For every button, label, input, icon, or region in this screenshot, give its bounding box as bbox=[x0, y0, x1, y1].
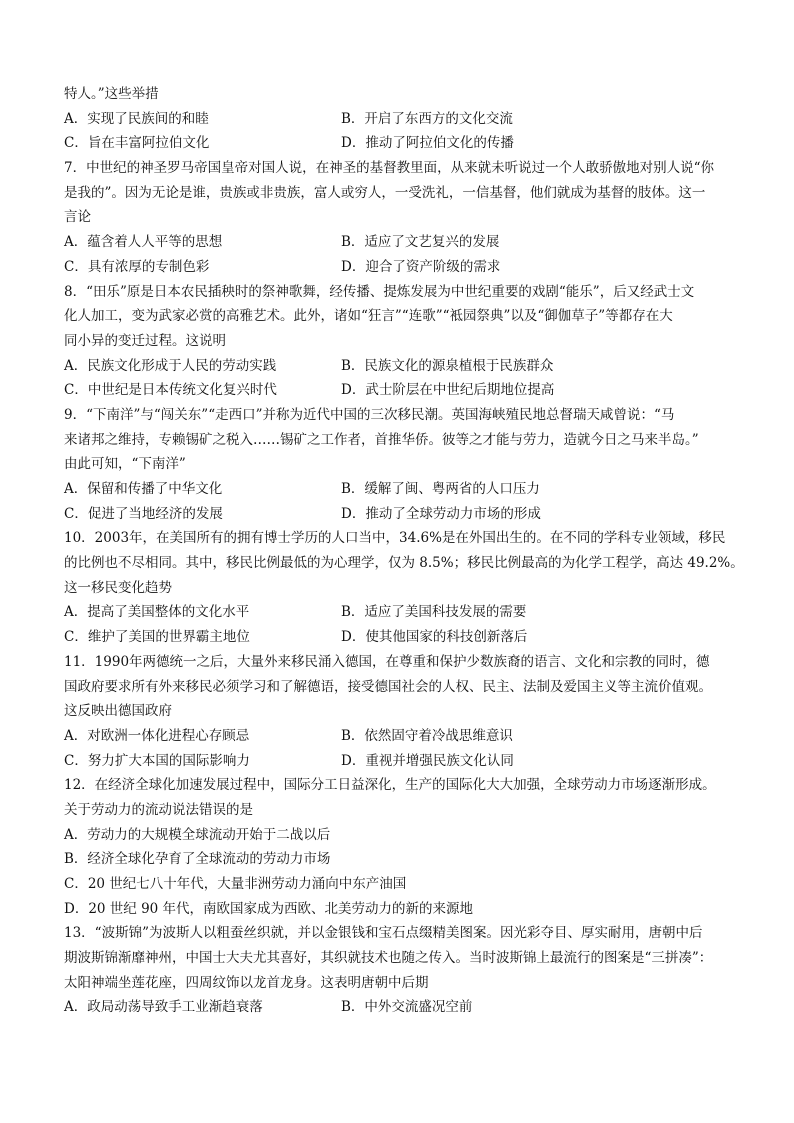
q10-stem-line: 10．2003年，在美国所有的拥有博士学历的人口当中，34.6%是在外国出生的。在不同的学科专业领域，移民 bbox=[64, 530, 726, 547]
q12-options-row2 bbox=[64, 847, 744, 872]
q10-stem-line: 这一移民变化趋势 bbox=[64, 579, 172, 596]
q11-stem-line: 国政府要求所有外来移民必须学习和了解德语，接受德国社会的人权、民主、法制及爱国主义等主流价值观。 bbox=[64, 678, 712, 695]
q8-stem-line: 8．“田乐”原是日本农民插秧时的祭神歌舞，经传播、提炼发展为中世纪重要的戏剧“能乐”，后又经武士文 bbox=[64, 283, 695, 300]
q10-option-b[interactable]: B．适应了美国科技发展的需要 bbox=[341, 604, 527, 621]
q11-option-d[interactable]: D．重视并增强民族文化认同 bbox=[341, 752, 514, 769]
q9-stem-line: 来诸邦之维持，专赖锡矿之税入……锡矿之工作者，首推华侨。彼等之才能与劳力，造就今日之马来半岛。” bbox=[64, 431, 699, 448]
q11-option-a[interactable]: A．对欧洲一体化进程心存顾忌 bbox=[64, 727, 250, 744]
q9-option-c[interactable]: C．促进了当地经济的发展 bbox=[64, 505, 223, 522]
exam-page bbox=[64, 82, 744, 1020]
q9-options-row2 bbox=[64, 502, 744, 527]
q8-option-a[interactable]: A．民族文化形成于人民的劳动实践 bbox=[64, 357, 277, 374]
q11-stem-line: 11．1990年两德统一之后，大量外来移民涌入德国，在尊重和保护少数族裔的语言、文化和宗教的同时，德 bbox=[64, 653, 710, 670]
q7-stem-line: 言论 bbox=[64, 209, 91, 226]
q13-stem-line: 13．“波斯锦”为波斯人以粗蚕丝织就，并以金银钱和宝石点缀精美图案。因光彩夺目、厚实耐用，唐朝中后 bbox=[64, 925, 703, 942]
q10-stem-line: 的比例也不尽相同。其中，移民比例最低的为心理学，仅为 8.5%；移民比例最高的为化学工程学，高达 49.2%。 bbox=[64, 555, 744, 572]
q8-option-d[interactable]: D．武士阶层在中世纪后期地位提高 bbox=[341, 382, 555, 399]
q13-option-b[interactable]: B．中外交流盛况空前 bbox=[341, 999, 473, 1016]
q7-option-a[interactable]: A．蕴含着人人平等的思想 bbox=[64, 234, 223, 251]
q7-stem-line: 7．中世纪的神圣罗马帝国皇帝对国人说，在神圣的基督教里面，从来就未听说过一个人敢骄傲地对别人说“你 bbox=[64, 160, 714, 177]
q9-option-d[interactable]: D．推动了全球劳动力市场的形成 bbox=[341, 505, 541, 522]
q8-option-c[interactable]: C．中世纪是日本传统文化复兴时代 bbox=[64, 382, 277, 399]
q12-option-c[interactable]: C．20 世纪七八十年代，大量非洲劳动力涌向中东产油国 bbox=[64, 876, 407, 892]
q8-stem-line: 同小异的变迁过程。这说明 bbox=[64, 332, 226, 349]
q10-options-row1 bbox=[64, 600, 744, 625]
q11-options-row2 bbox=[64, 749, 744, 774]
q10-options-row2 bbox=[64, 625, 744, 650]
q7-option-d[interactable]: D．迎合了资产阶级的需求 bbox=[341, 258, 501, 275]
q8-options-row2 bbox=[64, 378, 744, 403]
q9-options-row1 bbox=[64, 477, 744, 502]
q6-stem-tail: 特人。”这些举措 bbox=[64, 86, 159, 102]
q11-options-row1 bbox=[64, 724, 744, 749]
q12-options-row4 bbox=[64, 897, 744, 922]
q10-option-d[interactable]: D．使其他国家的科技创新落后 bbox=[341, 629, 528, 646]
q12-stem-line: 12．在经济全球化加速发展过程中，国际分工日益深化，生产的国际化大大加强，全球劳动力市场逐渐形成。 bbox=[64, 777, 716, 794]
q9-stem-line: 9．“下南洋”与“闯关东”“走西口”并称为近代中国的三次移民潮。英国海峡殖民地总督瑞天咸曾说：“马 bbox=[64, 406, 675, 423]
q9-stem-line: 由此可知，“下南洋” bbox=[64, 456, 186, 473]
q8-options-row1 bbox=[64, 354, 744, 379]
q6-options-row2 bbox=[64, 131, 744, 156]
q11-option-c[interactable]: C．努力扩大本国的国际影响力 bbox=[64, 752, 250, 769]
q6-option-b[interactable]: B．开启了东西方的文化交流 bbox=[341, 110, 513, 127]
q9-option-a[interactable]: A．保留和传播了中华文化 bbox=[64, 481, 223, 497]
q8-option-b[interactable]: B．民族文化的源泉植根于民族群众 bbox=[341, 357, 554, 374]
q11-stem-line: 这反映出德国政府 bbox=[64, 703, 172, 720]
q10-option-a[interactable]: A．提高了美国整体的文化水平 bbox=[64, 604, 250, 621]
q13-stem-line: 期波斯锦渐靡神州，中国士大夫尤其喜好，其织就技术也随之传入。当时波斯锦上最流行的图案是“三拼凑”： bbox=[64, 950, 713, 967]
q7-options-row2 bbox=[64, 255, 744, 280]
q7-options-row1 bbox=[64, 230, 744, 255]
q11-option-b[interactable]: B．依然固守着冷战思维意识 bbox=[341, 727, 513, 744]
q13-option-a[interactable]: A．政局动荡导致手工业渐趋衰落 bbox=[64, 999, 263, 1016]
q13-stem-line: 太阳神端坐莲花座，四周纹饰以龙首龙身。这表明唐朝中后期 bbox=[64, 974, 429, 991]
q6-option-c[interactable]: C．旨在丰富阿拉伯文化 bbox=[64, 135, 210, 152]
q6-options-row1 bbox=[64, 107, 744, 132]
q12-options-row1 bbox=[64, 823, 744, 848]
q12-option-d[interactable]: D．20 世纪 90 年代，南欧国家成为西欧、北美劳动力的新的来源地 bbox=[64, 900, 474, 917]
q7-stem-line: 是我的”。因为无论是谁，贵族或非贵族，富人或穷人，一受洗礼，一信基督，他们就成为基督的肢体。这一 bbox=[64, 184, 706, 201]
q7-option-b[interactable]: B．适应了文艺复兴的发展 bbox=[341, 234, 500, 251]
q9-option-b[interactable]: B．缓解了闽、粤两省的人口压力 bbox=[341, 481, 540, 497]
q12-option-a[interactable]: A．劳动力的大规模全球流动开始于二战以后 bbox=[64, 826, 331, 843]
q12-stem-line: 关于劳动力的流动说法错误的是 bbox=[64, 801, 253, 818]
q10-option-c[interactable]: C．维护了美国的世界霸主地位 bbox=[64, 629, 250, 646]
q6-option-d[interactable]: D．推动了阿拉伯文化的传播 bbox=[341, 135, 514, 152]
q8-stem-line: 化人加工，变为武家必赏的高雅艺术。此外，诸如“狂言”“连歌”“袛园祭典”以及“御伽草子”等都存在大 bbox=[64, 308, 673, 325]
q12-options-row3 bbox=[64, 872, 744, 897]
q12-option-b[interactable]: B．经济全球化孕育了全球流动的劳动力市场 bbox=[64, 851, 331, 868]
q7-option-c[interactable]: C．具有浓厚的专制色彩 bbox=[64, 258, 210, 275]
q13-options-row1 bbox=[64, 995, 744, 1020]
q6-option-a[interactable]: A．实现了民族间的和睦 bbox=[64, 110, 209, 127]
